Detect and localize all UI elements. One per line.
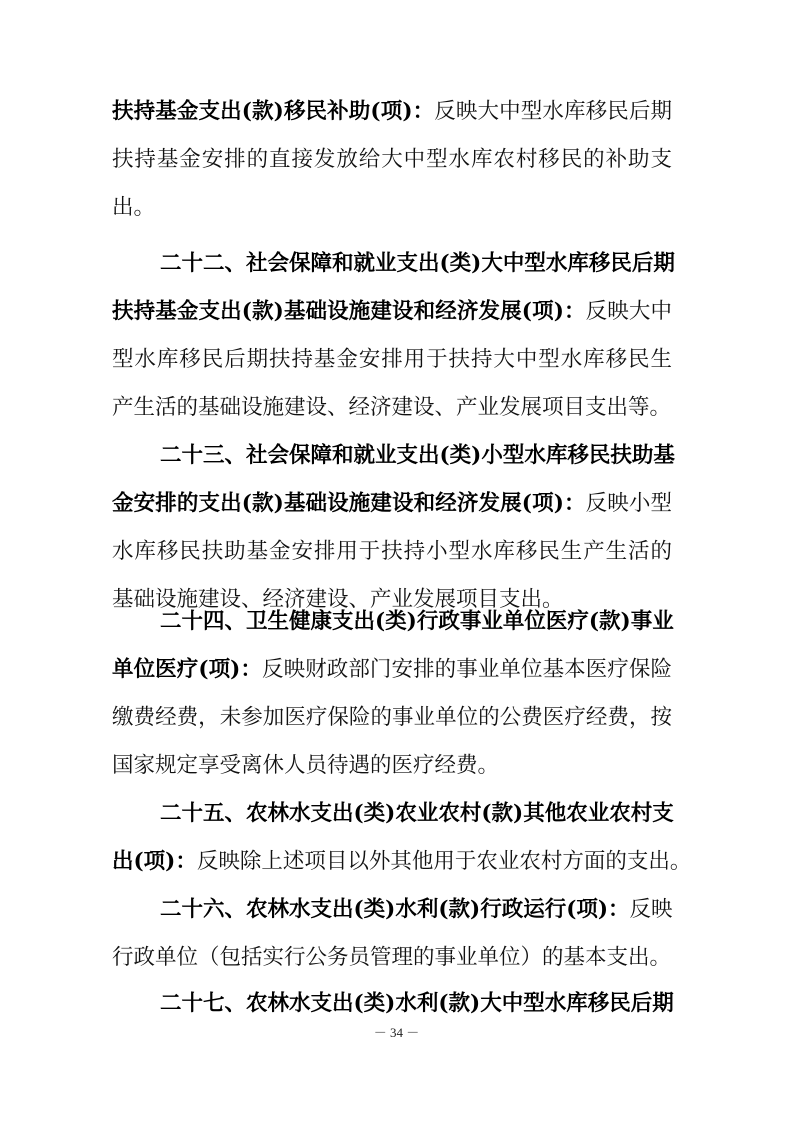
paragraph-2-line-2 [112, 290, 672, 334]
bold-heading-text: 二十二、社会保障和就业支出(类)大中型水库移民后期 [160, 251, 675, 276]
body-text: 扶持基金安排的直接发放给大中型水库农村移民的补助支 [112, 147, 672, 172]
paragraph-3-line-2 [112, 482, 672, 526]
paragraph-3-line-1 [160, 434, 675, 478]
body-text: 产生活的基础设施建设、经济建设、产业发展项目支出等。 [112, 395, 672, 420]
body-text: 反映小型 [585, 491, 672, 516]
body-text: 缴费经费，未参加医疗保险的事业单位的公费医疗经费，按 [112, 705, 672, 730]
bold-heading-text: 出(项)： [112, 849, 197, 874]
paragraph-2-line-4 [112, 386, 672, 430]
paragraph-6-line-1 [160, 888, 672, 932]
paragraph-1-line-3 [112, 186, 672, 230]
body-text: 国家规定享受离休人员待遇的医疗经费。 [112, 753, 500, 778]
paragraph-1-line-1 [112, 90, 672, 134]
bold-heading-text: 二十四、卫生健康支出(类)行政事业单位医疗(款)事业 [160, 609, 674, 634]
paragraph-4-line-3 [112, 696, 672, 740]
paragraph-2-line-1 [160, 242, 675, 286]
body-text: 反映大中 [585, 299, 672, 324]
paragraph-2-line-3 [112, 338, 672, 382]
paragraph-4-line-2 [112, 648, 672, 692]
paragraph-6-line-2 [112, 936, 672, 980]
paragraph-5-line-2 [112, 840, 692, 884]
body-text: 行政单位（包括实行公务员管理的事业单位）的基本支出。 [112, 945, 672, 970]
paragraph-1-line-2 [112, 138, 672, 182]
bold-heading-text: 二十五、农林水支出(类)农业农村(款)其他农业农村支 [160, 801, 674, 826]
paragraph-3-line-3 [112, 530, 672, 574]
paragraph-4-line-1 [160, 600, 672, 644]
paragraph-7-line-1 [160, 982, 672, 1026]
bold-heading-text: 二十六、农林水支出(类)水利(款)行政运行(项)： [160, 897, 630, 922]
body-text: 出。 [112, 195, 156, 220]
bold-heading-text: 扶持基金支出(款)移民补助(项)： [112, 99, 435, 124]
body-text: 水库移民扶助基金安排用于扶持小型水库移民生产生活的 [112, 539, 672, 564]
paragraph-5-line-1 [160, 792, 672, 836]
body-text: 反映 [629, 897, 673, 922]
body-text: 反映财政部门安排的事业单位基本医疗保险 [262, 657, 672, 682]
bold-heading-text: 二十三、社会保障和就业支出(类)小型水库移民扶助基 [160, 443, 675, 468]
bold-heading-text: 扶持基金支出(款)基础设施建设和经济发展(项)： [112, 299, 586, 324]
body-text: 基础设施建设、经济建设、产业发展项目支出。 [112, 587, 564, 612]
bold-heading-text: 单位医疗(项)： [112, 657, 262, 682]
paragraph-4-line-4 [112, 744, 672, 788]
bold-heading-text: 二十七、农林水支出(类)水利(款)大中型水库移民后期 [160, 991, 674, 1016]
page-number: － 34 － [373, 1025, 420, 1040]
body-text: 反映大中型水库移民后期 [434, 99, 672, 124]
body-text: 型水库移民后期扶持基金安排用于扶持大中型水库移民生 [112, 347, 672, 372]
bold-heading-text: 金安排的支出(款)基础设施建设和经济发展(项)： [112, 491, 586, 516]
body-text: 反映除上述项目以外其他用于农业农村方面的支出。 [196, 849, 692, 874]
